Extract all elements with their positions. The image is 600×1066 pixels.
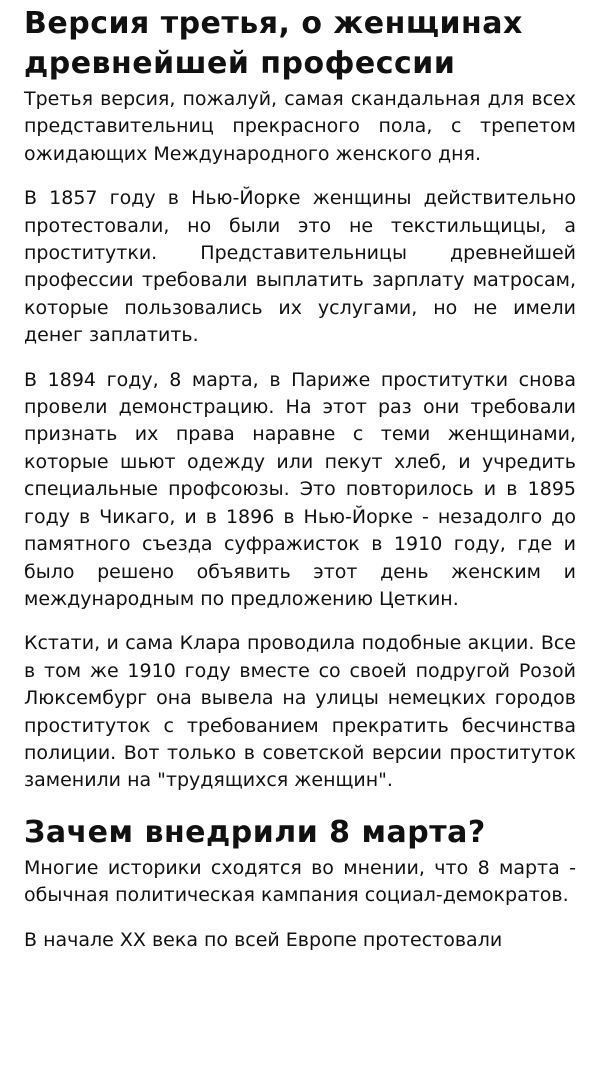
section-heading-version-three: Версия третья, о женщинах древнейшей профессии — [24, 6, 523, 81]
paragraph: В 1857 году в Нью-Йорке женщины действительно протестовали, но были это не текстильщицы, а проститутки. Представительницы древнейшей профессии требовали выплатить зарплату матросам, которые пользовались их услугами, но не имели денег заплатить. — [24, 187, 576, 347]
paragraph: Многие историки сходятся во мнении, что 8 марта - обычная политическая кампания социал-демократов. — [24, 856, 576, 907]
paragraph: Кстати, и сама Клара проводила подобные акции. Все в том же 1910 году вместе со своей подругой Розой Люксембург она вывела на улицы немецких городов проституток с требованием прекратить бесчинства полиции. Вот только в советской версии проституток заменили на "трудящихся женщин". — [24, 632, 576, 792]
section-heading-why-march-8: Зачем внедрили 8 марта? — [24, 814, 486, 850]
paragraph: В 1894 году, 8 марта, в Париже проститутки снова провели демонстрацию. На этот раз они требовали признать их права наравне с теми женщинами, которые шьют одежду или пекут хлеб, и учредить специальные профсоюзы. Это повторилось и в 1895 году в Чикаго, и в 1896 в Нью-Йорке - незадолго до памятного съезда суфражисток в 1910 году, где и было решено объявить этот день женским и международным по предложению Цеткин. — [24, 368, 576, 610]
paragraph: Третья версия, пожалуй, самая скандальная для всех представительниц прекрасного пола, с трепетом ожидающих Международного женского дня. — [24, 88, 576, 165]
article-body — [24, 4, 576, 971]
paragraph-truncated: В начале XX века по всей Европе протестовали — [24, 928, 503, 951]
